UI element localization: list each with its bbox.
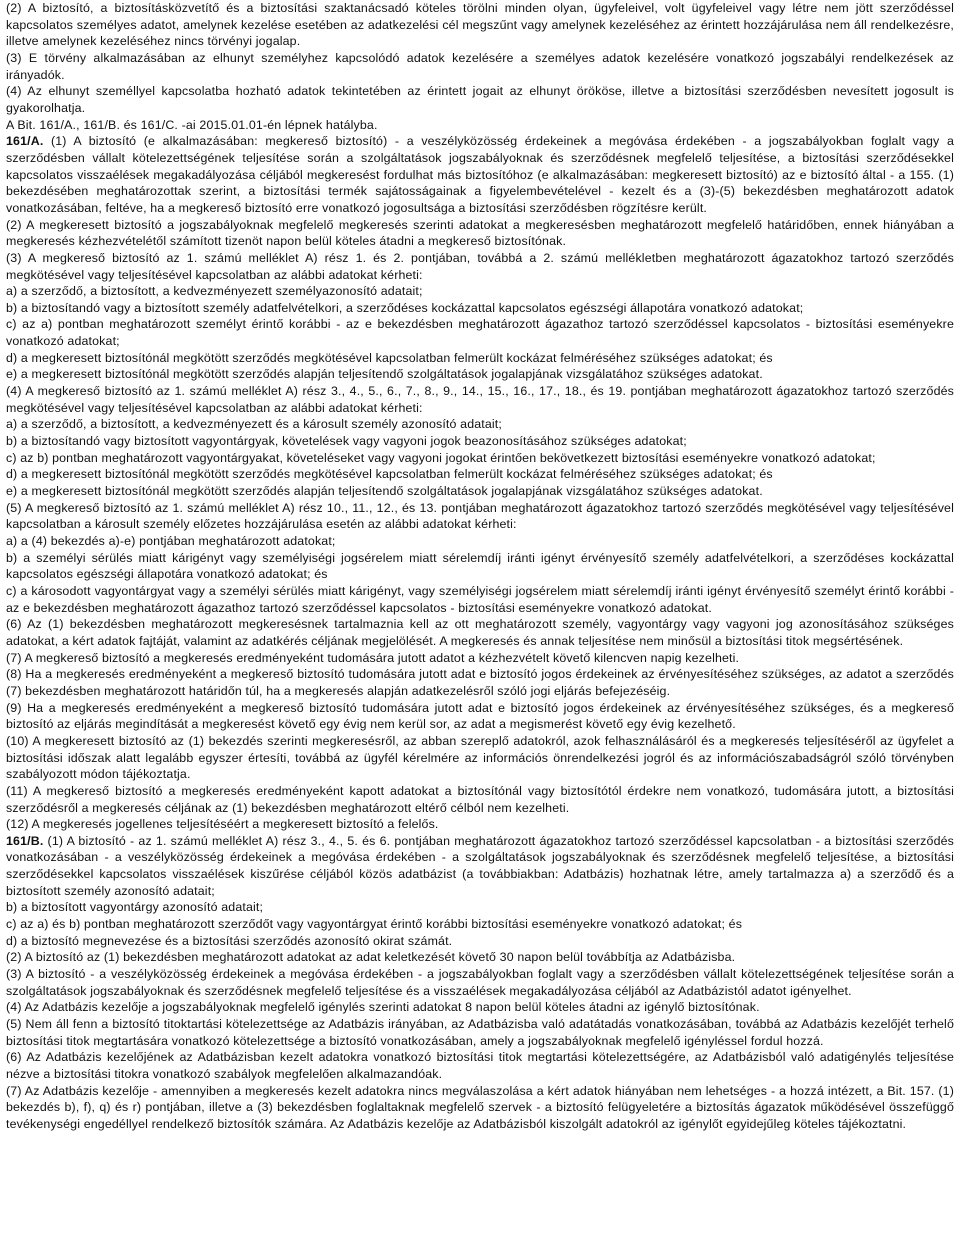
paragraph: (12) A megkeresés jogellenes teljesítéséért a megkeresett biztosító a felelős. [6, 817, 439, 832]
paragraph: d) a megkeresett biztosítónál megkötött szerződés megkötésével kapcsolatban felmerült kockázat felméréséhez szükséges adatokat; és [6, 467, 773, 482]
section-heading-161b: 161/B. [6, 833, 44, 848]
paragraph: b) a személyi sérülés miatt kárigényt vagy személyiségi jogsérelem miatt sérelemdíj iránti igényt érvényesítő személy adatfelvételkori, a szerződéses kockázattal kapcsolatos egészségi állapotára vonatkozó adatokat; és [6, 550, 954, 582]
paragraph: (3) A biztosító - a veszélyközösség érdekeinek a megóvása érdekében - a jogszabályokban foglalt vagy a szerződésben vállalt kötelezettségének teljesítése során a szolgáltatások jogszabályoknak és szerződésnek megfelelő teljesítése és a visszaélések megakadályozása céljából az Adatbázistól adatot igényelhet. [6, 967, 954, 998]
paragraph: c) az a) és b) pontban meghatározott szerződőt vagy vagyontárgyat érintő korábbi biztosítási eseményekre vonatkozó adatokat; és [6, 917, 743, 932]
paragraph: (8) Ha a megkeresés eredményeként a megkereső biztosító tudomására jutott adat e biztosító jogos érdekeinek az érvényesítéséhez szükséges, az adatot a szerződés (7) bekezdésben meghatározott határidőn túl, ha a megkeresés alapján adatkezelésről szóló jogi eljárás befejezéséig. [6, 667, 954, 698]
paragraph: e) a megkeresett biztosítónál megkötött szerződés alapján teljesítendő szolgáltatások jogalapjának vizsgálatához szükséges adatokat. [6, 484, 763, 499]
paragraph-161a [6, 133, 954, 216]
paragraph: A Bit. 161/A., 161/B. és 161/C. -ai 2015.01.01-én lépnek hatályba. [6, 117, 378, 132]
paragraph: (7) A megkereső biztosító a megkeresés eredményeként tudomására jutott adatot a kézhezvételt követő kilencven napig kezelheti. [6, 650, 740, 665]
paragraph: d) a biztosító megnevezése és a biztosítási szerződés azonosító okirat számát. [6, 933, 453, 948]
paragraph-text: (1) A biztosító (e alkalmazásában: megkereső biztosító) - a veszélyközösség érdekeinek a megóvása érdekében - a jogszabályokban foglalt vagy a szerződésben vállalt kötelezettségének teljesítése során a szolgáltatások jogszabályoknak és szerződésnek megfelelő teljesítése, a biztosítási szerződésekkel kapcsolatos visszaélések megakadályozása céljából megkeresést fordulhat más biztosítóhoz (e alkalmazásában: megkeresett biztosító) az e biztosító által - a 155. (1) bekezdésében meghatározottak szerint, a biztosítási termék sajátosságainak a figyelembevételével - kezelt és a (3)-(5) bekezdésben meghatározott adatok vonatkozásában, feltéve, ha a megkereső biztosító erre vonatkozó jogosultsága a biztosítási szerződésben rögzítésre került. [6, 134, 954, 215]
paragraph: (6) Az Adatbázis kezelőjének az Adatbázisban kezelt adatokra vonatkozó biztosítási titok megtartási kötelezettségére, az Adatbázisból való adatigénylés teljesítése nézve a biztosítási titokra vonatkozó szabályok megfelelően alkalmazandóak. [6, 1050, 954, 1081]
paragraph: b) a biztosítandó vagy biztosított vagyontárgyak, követelések vagy vagyoni jogok beazonosításához szükséges adatokat; [6, 434, 687, 449]
paragraph: (11) A megkereső biztosító a megkeresés eredményeként kapott adatokat a biztosítónál vagy biztosítótól érdekre nem vonatkozó, tudomására jutott, a biztosítási szerződésről a megkeresés céljának az (1) bekezdésben meghatározott eltérő célból nem kezelheti. [6, 783, 954, 815]
section-heading-161a: 161/A. [6, 134, 44, 149]
paragraph: a) a (4) bekezdés a)-e) pontjában meghatározott adatokat; [6, 534, 336, 548]
paragraph: (3) A megkereső biztosító az 1. számú melléklet A) rész 1. és 2. pontjában, továbbá a 2. számú mellékletben meghatározott ágazatokhoz tartozó szerződés megkötésével vagy teljesítésével kapcsolatban az alábbi adatokat kérheti: [6, 250, 954, 282]
paragraph: (4) A megkereső biztosító az 1. számú melléklet A) rész 3., 4., 5., 6., 7., 8., 9., 14., 15., 16., 17., 18., és 19. pontjában meghatározott ágazatokhoz tartozó szerződés megkötésével vagy teljesítésével kapcsolatban az alábbi adatokat kérheti: [6, 384, 954, 415]
paragraph: (10) A megkeresett biztosító az (1) bekezdés szerinti megkeresésről, az abban szereplő adatokról, azok felhasználásáról és a megkeresés teljesítéséről az ügyfelet a biztosítási időszak alatt legalább egyszer értesíti, továbbá az ügyfél kérelmére az információs önrendelkezési jogról és az információszabadságról szóló törvényben szabályozott módon tájékoztatja. [6, 733, 954, 782]
paragraph: b) a biztosított vagyontárgy azonosító adatait; [6, 900, 264, 915]
paragraph-text: (1) A biztosító - az 1. számú melléklet A) rész 3., 4., 5. és 6. pontjában meghatározott ágazatokhoz tartozó szerződéssel kapcsolatban - a biztosítási szerződés vonatkozásában - a veszélyközösség érdekeinek a megóvása érdekében - a szolgáltatások jogszabályoknak és szerződésnek megfelelő teljesítése, a biztosítási szerződésekkel kapcsolatos visszaélések kiszűrése céljából közös adatbázist (a továbbiakban: Adatbázis) hozhatnak létre, amely tartalmazza a) a szerződő és a biztosított személy azonosító adatait; [6, 833, 954, 898]
paragraph: (7) Az Adatbázis kezelője - amennyiben a megkeresés kezelt adatokra nincs megválaszolása a kért adatok hiányában nem lehetséges - a hozzá intézett, a Bit. 157. (1) bekezdés b), f), q) és r) pontjában, illetve a (3) bekezdésben foglaltaknak megfelelő szervek - a biztosító felügyeletére a biztosítás ágazatok működésével összefüggő tevékenységi engedéllyel rendelkező biztosítók számára. Az Adatbázis kezelője az Adatbázisból kiszolgált adatokról az igénylőt egyidejűleg köteles tájékoztatni. [6, 1083, 954, 1131]
paragraph: (5) A megkereső biztosító az 1. számú melléklet A) rész 10., 11., 12., és 13. pontjában meghatározott ágazatokhoz tartozó szerződés megkötésével vagy teljesítésével kapcsolatban a károsult személy előzetes hozzájárulása esetén az alábbi adatokat kérheti: [6, 500, 954, 532]
paragraph: (4) Az Adatbázis kezelője a jogszabályoknak megfelelő igénylés szerinti adatokat 8 napon belül köteles átadni az igénylő biztosítónak. [6, 1000, 760, 1015]
paragraph: (4) Az elhunyt személlyel kapcsolatba hozható adatok tekintetében az érintett jogait az elhunyt örököse, illetve a biztosítási szerződésben nevesített jogosult is gyakorolhatja. [6, 84, 954, 115]
paragraph: d) a megkeresett biztosítónál megkötött szerződés megkötésével kapcsolatban felmerült kockázat felméréséhez szükséges adatokat; és [6, 350, 773, 365]
paragraph: (5) Nem áll fenn a biztosító titoktartási kötelezettsége az Adatbázis irányában, az Adatbázisba való adatátadás vonatkozásában, továbbá az Adatbázis kezelőjét terhelő biztosítási titok megtartására vonatkozó kötelezettsége a biztosító vonatkozásában, amely a jogszabályoknak megfelelő igényléssel fordul hozzá. [6, 1017, 954, 1048]
paragraph: (2) A biztosító az (1) bekezdésben meghatározott adatokat az adat keletkezését követő 30 napon belül továbbítja az Adatbázisba. [6, 950, 736, 965]
paragraph: c) az b) pontban meghatározott vagyontárgyakat, követeléseket vagy vagyoni jogokat érintően bekövetkezett biztosítási eseményekre vonatkozó adatokat; [6, 450, 876, 465]
paragraph: b) a biztosítandó vagy a biztosított személy adatfelvételkori, a szerződéses kockázattal kapcsolatos egészségi állapotára vonatkozó adatokat; [6, 300, 804, 315]
paragraph: e) a megkeresett biztosítónál megkötött szerződés alapján teljesítendő szolgáltatások jogalapjának vizsgálatához szükséges adatokat. [6, 367, 763, 382]
paragraph: (3) E törvény alkalmazásában az elhunyt személyhez kapcsolódó adatok kezelésére a személyes adatok kezelésére vonatkozó jogszabályi rendelkezések az irányadók. [6, 50, 954, 82]
paragraph: c) a károsodott vagyontárgyat vagy a személyi sérülés miatt kárigényt, vagy személyiségi jogsérelem miatt sérelemdíj iránti igényt érvényesítő személyt érintő korábbi - az e bekezdésben meghatározott ágazathoz tartozó szerződéssel kapcsolatos - biztosítási eseményekre vonatkozó adatokat. [6, 583, 954, 615]
paragraph: (2) A biztosító, a biztosításközvetítő és a biztosítási szaktanácsadó köteles törölni minden olyan, ügyfeleivel, volt ügyfeleivel vagy létre nem jött szerződéssel kapcsolatos személyes adatot, amelynek kezelése esetében az adatkezelési cél megszűnt vagy amelynek kezeléséhez az érintett hozzájárulása nem áll rendelkezésre, illetve amelynek kezeléséhez nincs törvényi jogalap. [6, 1, 954, 49]
paragraph: a) a szerződő, a biztosított, a kedvezményezett személyazonosító adatait; [6, 284, 423, 299]
paragraph: (9) Ha a megkeresés eredményeként a megkereső biztosító tudomására jutott adat e biztosító jogos érdekeinek az érvényesítéséhez szükséges, és a megkereső biztosító az eljárás megindítását a megkeresést követő egy évig nem kerül sor, az adat a megismerést követő egy évig kezelhető. [6, 700, 954, 732]
paragraph: (6) Az (1) bekezdésben meghatározott megkeresésnek tartalmaznia kell az ott meghatározott személy, vagyontárgy vagy vagyoni jog azonosításához szükséges adatokat, a kért adatok fajtáját, valamint az adatkérés céljának megjelölését. A megkeresés és annak teljesítése nem minősül a biztosítási titok megsértésének. [6, 617, 954, 648]
paragraph: a) a szerződő, a biztosított, a kedvezményezett és a károsult személy azonosító adatait; [6, 417, 502, 432]
paragraph-161b [6, 833, 954, 900]
paragraph: c) az a) pontban meghatározott személyt érintő korábbi - az e bekezdésben meghatározott ágazathoz tartozó szerződéssel kapcsolatos - biztosítási eseményekre vonatkozó adatokat; [6, 317, 954, 349]
paragraph: (2) A megkeresett biztosító a jogszabályoknak megfelelő megkeresés szerinti adatokat a megkeresésben meghatározott megfelelő határidőben, ennek hiányában a megkeresés kézhezvételétől számított tizenöt napon belül köteles átadni a megkereső biztosítónak. [6, 217, 954, 249]
